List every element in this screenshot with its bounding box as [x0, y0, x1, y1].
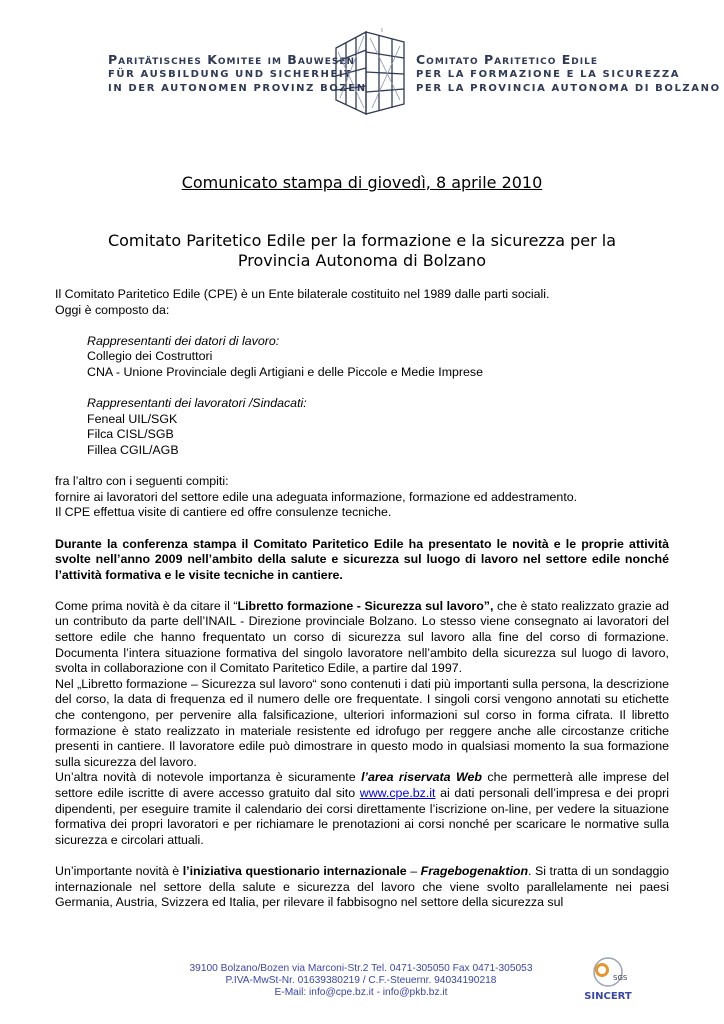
cert-sgs-label: SGS: [613, 974, 628, 982]
p4-text-c: . Si tratta di un sondaggio internazionale nel settore della salute e sicurezza del lavoro che viene svolto parallelamente nei paesi Germania, Austria, Svizzera ed Italia, per rilevare il fabbisogno nel settore della sicurezza sul: [55, 863, 670, 910]
employer-item: CNA - Unione Provinciale degli Artigiani e delle Piccole e Medie Imprese: [87, 364, 484, 379]
workers-heading: Rappresentanti dei lavoratori /Sindacati:: [87, 396, 307, 411]
press-release-title: Comunicato stampa di giovedì, 8 aprile 2010: [181, 173, 543, 192]
website-link[interactable]: www.cpe.bz.it: [359, 786, 436, 800]
footer-address: 39100 Bolzano/Bozen via Marconi-Str.2 Tel. 0471-305050 Fax 0471-305053: [189, 963, 533, 974]
worker-item: Filca CISL/SGB: [87, 427, 174, 442]
tasks-line1: fra l’altro con i seguenti compiti:: [55, 474, 229, 489]
tasks-block: [55, 474, 669, 521]
p3-text-c: ai dati personali dell’impresa e dei propri dipendenti, per eseguire tramite il calendario dei corsi direttamente l’iscrizione on-line, per vedere la situazione formativa dei propri lavoratori e per richiamare le prenotazioni ai corsi nonché per scaricare le normative sulla sicurezza e circolari attuali.: [55, 786, 670, 847]
subtitle-line1: Comitato Paritetico Edile per la formazione e la sicurezza per la: [107, 231, 617, 250]
paragraph-libretto-contents: Nel „Libretto formazione – Sicurezza sul lavoro“ sono contenuti i dati più importanti sulla persona, la descrizione del corso, la data di frequenza ed il numero delle ore frequentate. I singoli corsi vengono annotati su etichette che contengono, per pervenire alla falsificazione, ulteriori informazioni sul corso in forma cifrata. Il libretto formazione è stato realizzato in materiale resistente ed idrofugo per reggere anche alle circostanze critiche presenti in cantiere. Il lavoratore edile può dimostrare in questo modo in qualsiasi momento la sua formazione sulla sicurezza del lavoro.: [55, 676, 669, 769]
intro-line2: Oggi è composto da:: [55, 302, 170, 317]
header-left-line3: IN DER AUTONOMEN PROVINZ BOZEN: [108, 83, 367, 94]
footer-contact: [140, 963, 582, 999]
p3-bold: l’area riservata Web: [361, 770, 482, 785]
header-left-line2: FÜR AUSBILDUNG UND SICHERHEIT: [108, 69, 353, 80]
tasks-line2: fornire ai lavoratori del settore edile una adeguata informazione, formazione ed addestramento.: [55, 489, 578, 504]
p1-text-b: che è stato realizzato grazie ad un contributo da parte dell’INAIL - Direzione provinciale Bolzano. Lo stesso viene consegnato ai lavoratori del settore edile che hanno frequentato un corso di sicurezza sul lavoro alla fine del corso di formazione. Documenta l’intera situazione formativa del singolo lavoratore nell’ambito della sicurezza sul luogo di lavoro, svolta in collaborazione con il Comitato Paritetico Edile, a partire dal 1997.: [55, 598, 669, 676]
paragraph-libretto: [55, 599, 669, 677]
tasks-line3: Il CPE effettua visite di cantiere ed offre consulenze tecniche.: [55, 505, 392, 520]
subtitle-line2: Provincia Autonoma di Bolzano: [237, 251, 487, 270]
sincert-certification-icon: [580, 955, 636, 1013]
header-left-line1: Paritätisches Komitee im Bauwesen: [108, 52, 356, 67]
p3-text-b: che permetterà alle imprese del settore edile iscritte di avere accesso gratuito dal sito: [55, 770, 669, 800]
workers-block: [55, 396, 669, 458]
p4-text-b: –: [406, 863, 421, 878]
employer-item: Collegio dei Costruttori: [87, 349, 213, 364]
intro-line1: Il Comitato Paritetico Edile (CPE) è un Ente bilaterale costituito nel 1989 dalle parti sociali.: [55, 287, 550, 301]
paragraph-web-area: [55, 770, 669, 848]
header-right-line1: Comitato Paritetico Edile: [416, 52, 599, 67]
footer-tax-ids: P.IVA-MwSt-Nr. 01639380219 / C.F.-Steuernr. 94034190218: [225, 975, 497, 986]
worker-item: Feneal UIL/SGK: [87, 411, 178, 426]
p4-bold: l’iniziativa questionario internazionale: [182, 863, 407, 878]
employers-heading: Rappresentanti dei datori di lavoro:: [87, 333, 280, 348]
cpe-logo-icon: [326, 28, 412, 118]
conference-summary: Durante la conferenza stampa il Comitato Paritetico Edile ha presentato le novità e le proprie attività svolte nell’anno 2009 nell’ambito della salute e sicurezza sul luogo di lavoro nel settore edile nonché l’attività formativa e le visite tecniche in cantiere.: [55, 536, 669, 582]
p4-italic: Fragebogenaktion: [420, 863, 529, 878]
cert-sincert-label: SINCERT: [584, 991, 632, 1002]
header-right-line3: PER LA PROVINCIA AUTONOMA DI BOLZANO: [416, 83, 721, 94]
p1-bold: Libretto formazione - Sicurezza sul lavoro”,: [237, 598, 494, 613]
worker-item: Fillea CGIL/AGB: [87, 442, 179, 457]
employers-block: [55, 334, 669, 381]
p4-text-a: Un’importante novità è: [55, 863, 183, 878]
header-left-org: [108, 52, 367, 96]
paragraph-questionnaire: [55, 864, 669, 911]
header-right-org: [416, 52, 721, 96]
document-body: [55, 287, 669, 911]
press-release-subtitle: [0, 231, 724, 271]
p3-text-a: Un’altra novità di notevole importanza è sicuramente: [55, 770, 362, 785]
p1-text-a: Come prima novità è da citare il “: [55, 598, 238, 613]
footer-email: E-Mail: info@cpe.bz.it - info@pkb.bz.it: [274, 987, 448, 998]
header-right-line2: PER LA FORMAZIONE E LA SICUREZZA: [416, 69, 681, 80]
